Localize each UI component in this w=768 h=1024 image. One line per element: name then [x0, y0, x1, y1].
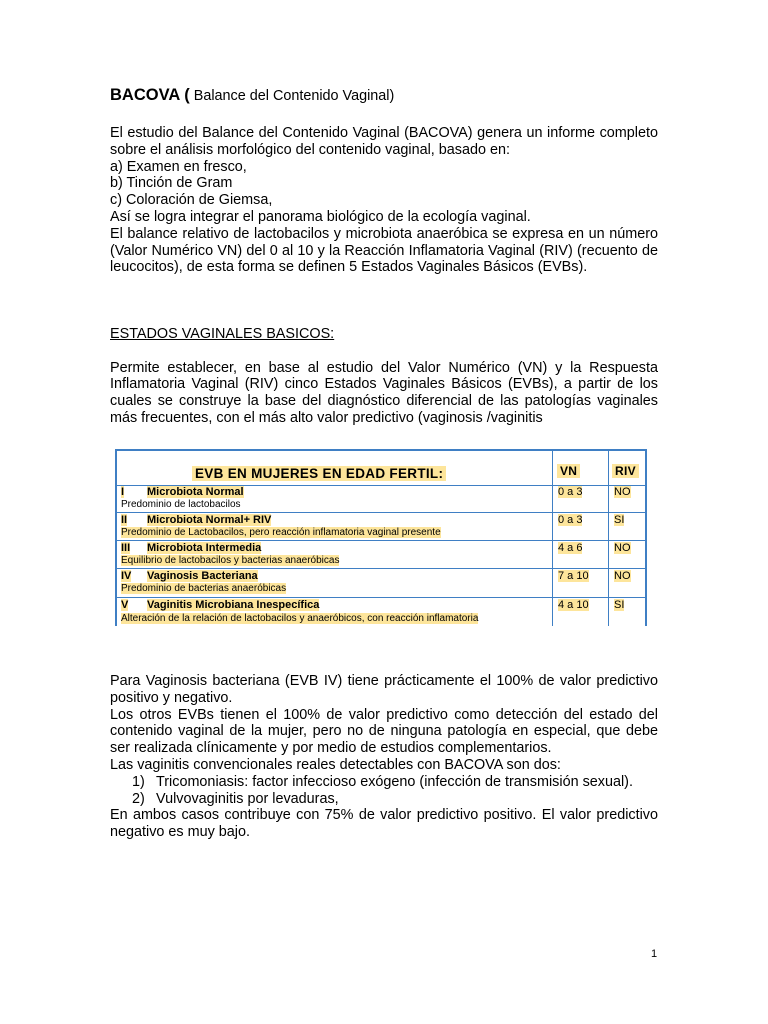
table-title: EVB EN MUJERES EN EDAD FERTIL: — [192, 466, 446, 481]
evb-row-number: I — [121, 486, 125, 498]
evb-row-vn: 0 a 3 — [558, 486, 583, 498]
balance-paragraph: El balance relativo de lactobacilos y microbiota anaeróbica se expresa en un número (Valor Numérico VN) del 0 al 10 y la Reacción Inflamatoria Vaginal (RIV) (recuento de leucocitos), de esta forma se definen 5 Estados Vaginales Básicos (EVBs). — [110, 225, 658, 276]
evb-row-description: Equilibrio de lactobacilos y bacterias anaeróbicas — [121, 555, 340, 566]
evb-row-riv: NO — [614, 570, 631, 582]
closing-paragraph-4: En ambos casos contribuye con 75% de valor predictivo positivo. El valor predictivo negativo es muy bajo. — [110, 807, 658, 841]
document-title — [110, 86, 394, 105]
evb-section — [110, 326, 658, 427]
evb-row-name: Vaginosis Bacteriana — [147, 570, 258, 582]
evb-table — [115, 449, 647, 626]
intro-paragraph: El estudio del Balance del Contenido Vaginal (BACOVA) genera un informe completo sobre el análisis morfológico del contenido vaginal, basado en: — [110, 125, 658, 158]
page-number: 1 — [651, 948, 658, 960]
evb-row-description: Predominio de Lactobacilos, pero reacción inflamatoria vaginal presente — [121, 527, 441, 538]
evb-row-name: Microbiota Intermedia — [147, 542, 262, 554]
table-divider — [117, 540, 645, 541]
section-heading: ESTADOS VAGINALES BASICOS: — [110, 326, 335, 342]
closing-section — [110, 673, 658, 841]
list-item-text: Tricomoniasis: factor infeccioso exógeno (infección de transmisión sexual). — [156, 773, 633, 790]
evb-row-riv: NO — [614, 542, 631, 554]
evb-row-number: III — [121, 542, 131, 554]
evb-row-name: Vaginitis Microbiana Inespecífica — [147, 599, 320, 611]
evb-row-number: II — [121, 514, 128, 526]
intro-section — [110, 125, 658, 276]
table-divider — [117, 597, 645, 598]
evb-row-vn: 7 a 10 — [558, 570, 589, 582]
vn-header: VN — [557, 464, 580, 478]
riv-header: RIV — [612, 464, 639, 478]
table-divider — [117, 512, 645, 513]
evb-row-number: V — [121, 599, 129, 611]
closing-paragraph-1: Para Vaginosis bacteriana (EVB IV) tiene prácticamente el 100% de valor predictivo positivo y negativo. — [110, 673, 658, 706]
list-item-number: 2) — [132, 790, 145, 807]
evb-row-riv: NO — [614, 486, 631, 498]
table-divider — [117, 568, 645, 569]
evb-row-vn: 4 a 10 — [558, 599, 589, 611]
section-paragraph: Permite establecer, en base al estudio del Valor Numérico (VN) y la Respuesta Inflamatoria Vaginal (RIV) cinco Estados Vaginales Básicos (EVBs), a partir de los cuales se construye la base del diagnóstico diferencial de las patologías vaginales más frecuentes, con el más alto valor predictivo (vaginosis /vaginitis — [110, 359, 658, 426]
evb-row-description: Predominio de lactobacilos — [121, 499, 241, 510]
title-expansion: Balance del Contenido Vaginal) — [193, 88, 395, 104]
evb-row-name: Microbiota Normal+ RIV — [147, 514, 272, 526]
closing-paragraph-3: Las vaginitis convencionales reales detectables con BACOVA son dos: — [110, 756, 561, 773]
list-item — [110, 791, 658, 808]
evb-row-description: Predominio de bacterias anaeróbicas — [121, 583, 287, 594]
list-item — [110, 774, 658, 791]
evb-row-description: Alteración de la relación de lactobacilos y anaeróbicos, con reacción inflamatoria — [121, 613, 479, 624]
evb-row-vn: 0 a 3 — [558, 514, 583, 526]
evb-row-riv: SI — [614, 514, 625, 526]
evb-row-name: Microbiota Normal — [147, 486, 244, 498]
closing-paragraph-2: Los otros EVBs tienen el 100% de valor predictivo como detección del estado del contenido vaginal de la mujer, pero no de ninguna patología en especial, que debe ser realizada clínicamente y por medio de estudios complementarios. — [110, 706, 658, 757]
table-divider — [608, 451, 609, 626]
method-item-b: b) Tinción de Gram — [110, 175, 233, 192]
list-item-number: 1) — [132, 773, 145, 790]
evb-row-vn: 4 a 6 — [558, 542, 583, 554]
table-divider — [552, 451, 553, 626]
evb-row-riv: SI — [614, 599, 625, 611]
title-acronym: BACOVA ( — [110, 86, 190, 104]
method-item-c: c) Coloración de Giemsa, — [110, 192, 273, 209]
list-item-text: Vulvovaginitis por levaduras, — [156, 790, 339, 807]
integration-sentence: Así se logra integrar el panorama biológico de la ecología vaginal. — [110, 208, 531, 225]
evb-row-number: IV — [121, 570, 132, 582]
method-item-a: a) Examen en fresco, — [110, 158, 247, 175]
